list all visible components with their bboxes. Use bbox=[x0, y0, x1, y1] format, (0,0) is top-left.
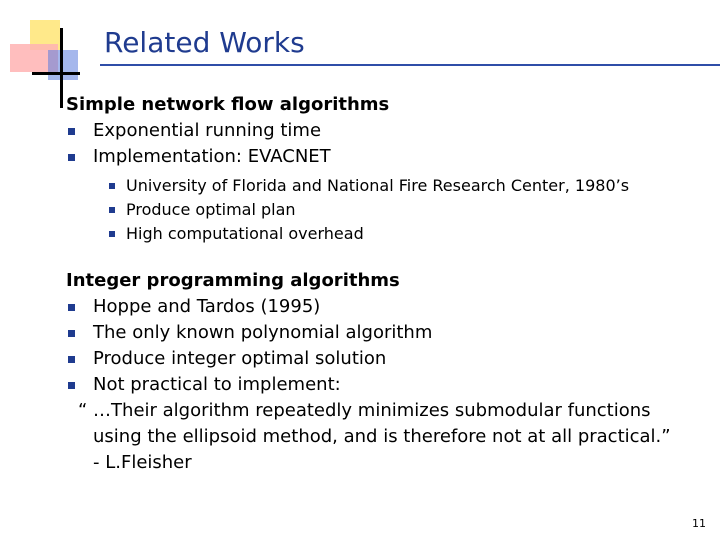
decorative-vertical-line bbox=[60, 28, 63, 108]
bullet-text: Hoppe and Tardos (1995) bbox=[93, 296, 321, 317]
bullet-text: Exponential running time bbox=[93, 120, 322, 141]
bullet-text: Not practical to implement: bbox=[93, 374, 341, 395]
bullet-item bbox=[66, 144, 629, 170]
decorative-blue-square bbox=[48, 50, 78, 80]
section-integer-programming bbox=[66, 268, 671, 476]
section-simple-network-flow bbox=[66, 92, 629, 246]
sub-bullet-item bbox=[66, 198, 629, 222]
title-underline bbox=[100, 64, 720, 66]
slide-title: Related Works bbox=[104, 26, 305, 59]
bullet-item bbox=[66, 372, 671, 398]
bullet-square-icon bbox=[109, 207, 115, 213]
bullet-square-icon bbox=[68, 304, 75, 311]
sub-bullet-text: University of Florida and National Fire Research Center, 1980’s bbox=[126, 176, 630, 195]
bullet-item bbox=[66, 294, 671, 320]
quote-attribution: - L.Fleisher bbox=[93, 452, 192, 473]
bullet-item bbox=[66, 320, 671, 346]
page-number: 11 bbox=[692, 517, 706, 530]
bullet-square-icon bbox=[68, 356, 75, 363]
sub-bullet-item bbox=[66, 174, 629, 198]
quote-line: using the ellipsoid method, and is therefore not at all practical.” bbox=[93, 426, 671, 447]
sub-bullet-text: Produce optimal plan bbox=[126, 200, 296, 219]
sub-bullet-text: High computational overhead bbox=[126, 224, 364, 243]
bullet-square-icon bbox=[109, 183, 115, 189]
section-heading: Simple network flow algorithms bbox=[66, 94, 390, 115]
decorative-short-line bbox=[32, 72, 80, 75]
bullet-text: Produce integer optimal solution bbox=[93, 348, 387, 369]
bullet-square-icon bbox=[68, 128, 75, 135]
quote-line: “ …Their algorithm repeatedly minimizes submodular functions bbox=[78, 400, 651, 421]
bullet-item bbox=[66, 346, 671, 372]
bullet-item bbox=[66, 118, 629, 144]
sub-bullet-item bbox=[66, 222, 629, 246]
bullet-square-icon bbox=[68, 330, 75, 337]
bullet-square-icon bbox=[68, 382, 75, 389]
section-heading: Integer programming algorithms bbox=[66, 270, 400, 291]
bullet-text: The only known polynomial algorithm bbox=[93, 322, 433, 343]
bullet-square-icon bbox=[109, 231, 115, 237]
bullet-square-icon bbox=[68, 154, 75, 161]
bullet-text: Implementation: EVACNET bbox=[93, 146, 331, 167]
